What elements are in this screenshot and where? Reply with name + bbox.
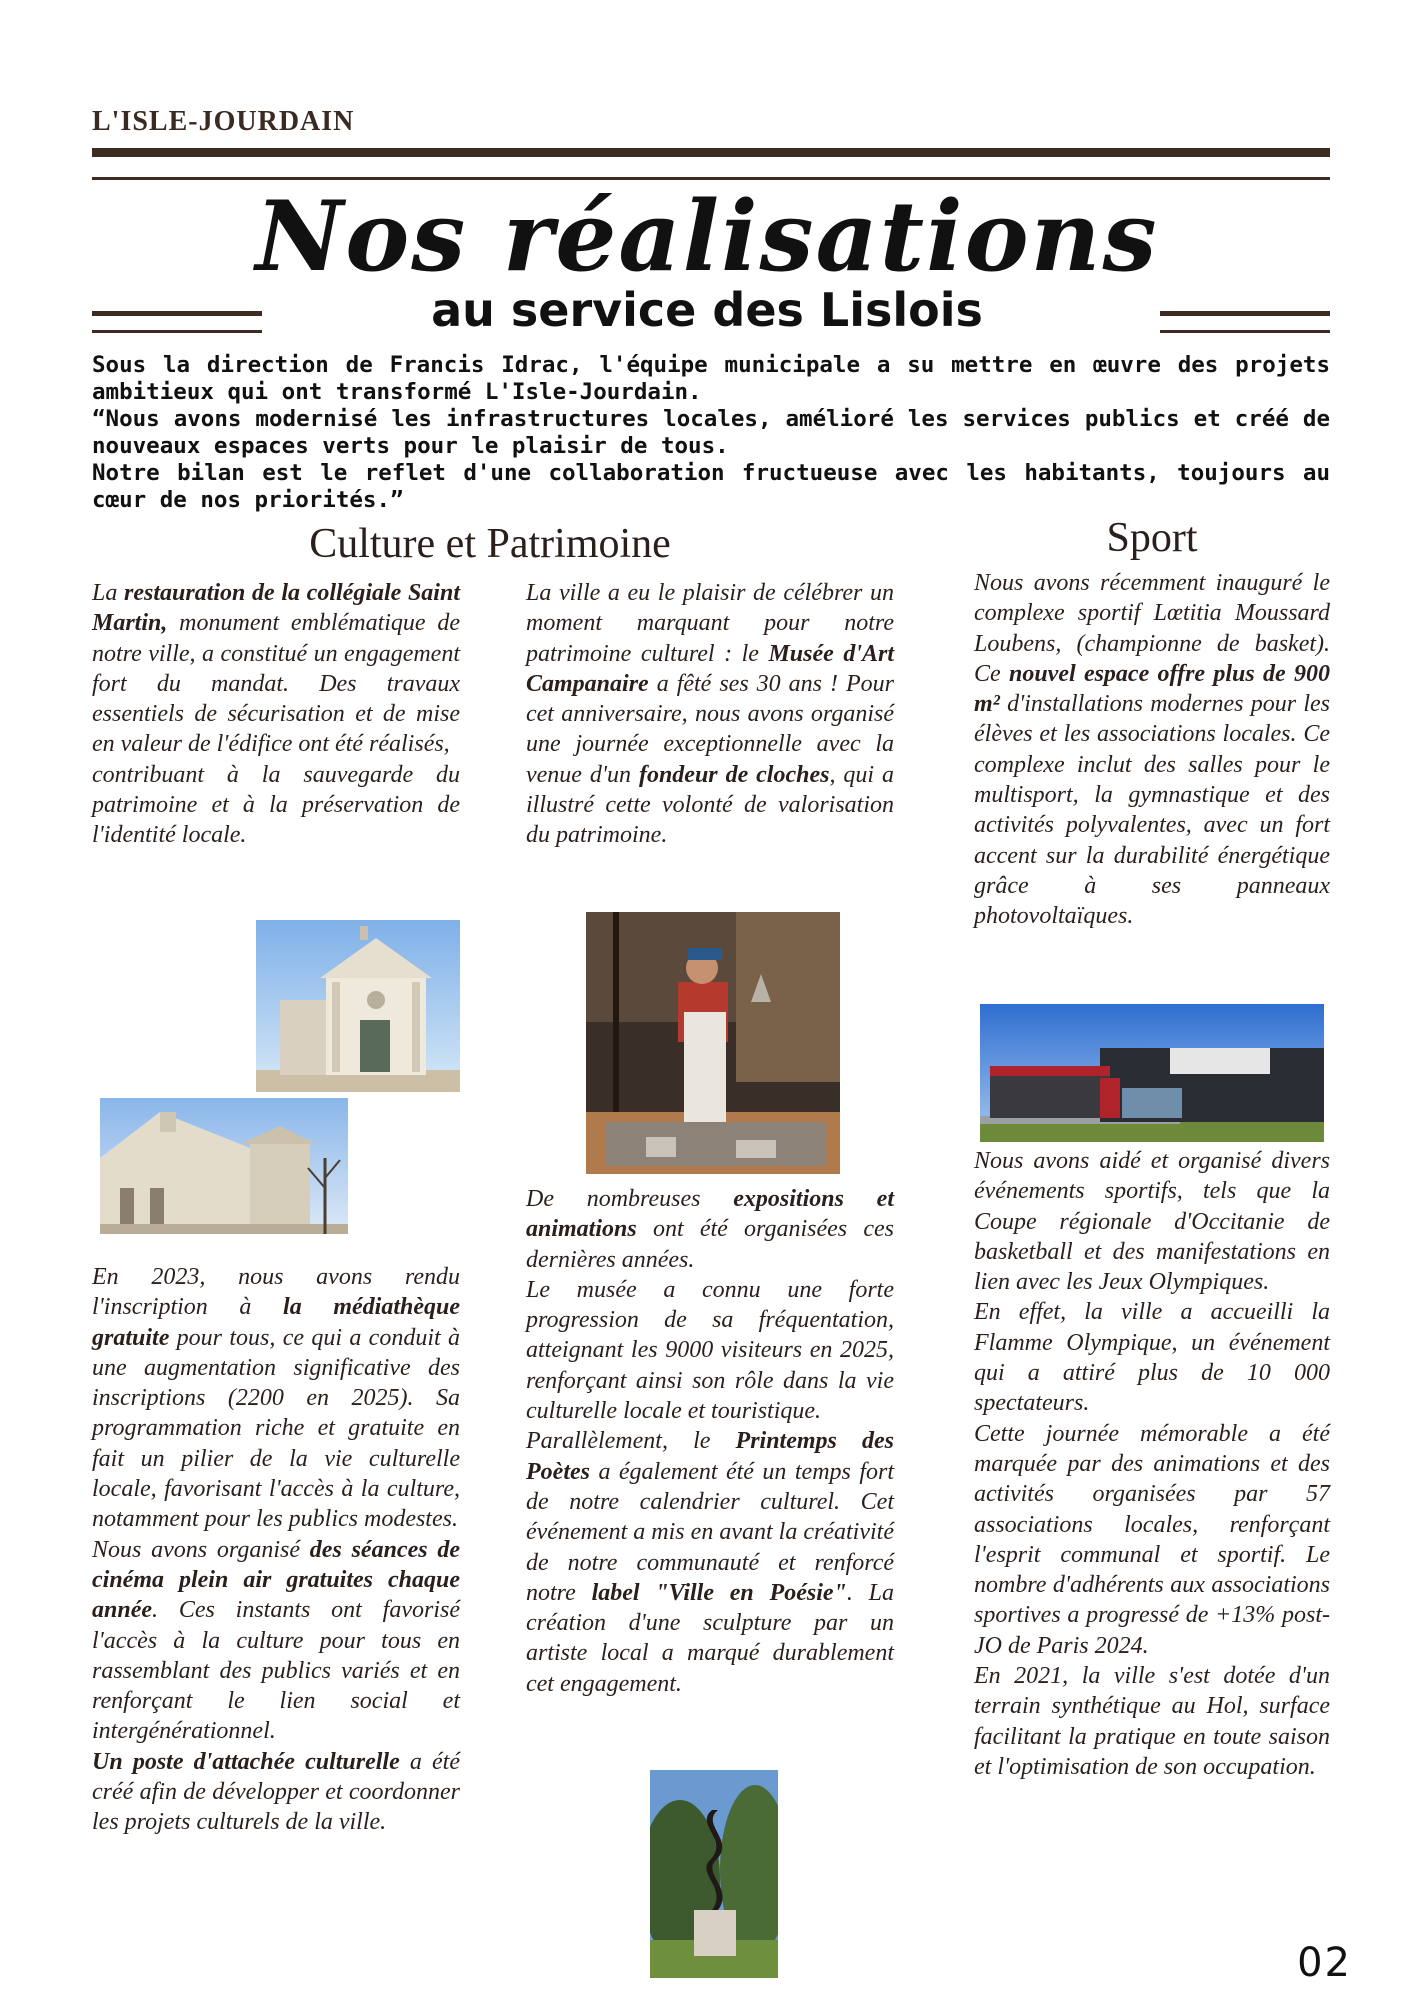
paragraph: contribuant à la sauvegarde du patrimoine et à la préservation de l'identité locale. xyxy=(92,761,460,849)
culture-col2-top xyxy=(526,578,894,851)
paragraph: Le musée a connu une forte progression de sa fréquentation, atteignant les 9000 visiteurs en 2025, renforçant ainsi son rôle dans la vie culturelle locale et touristique. xyxy=(526,1276,894,1425)
paragraph: Cette journée mémorable a été marquée par des animations et des activités organisées par 57 associations locales, renforçant l'esprit communal et sportif. Le nombre d'adhérents aux associations sportives a progressé de +13% post-JO de Paris 2024. xyxy=(974,1420,1330,1659)
paragraph: En 2021, la ville s'est dotée d'un terrain synthétique au Hol, surface facilitant la pratique en toute saison et l'optimisation de son occupation. xyxy=(974,1663,1330,1780)
paragraph: En effet, la ville a accueilli la Flamme Olympique, un événement qui a attiré plus de 10 000 spectateurs. xyxy=(974,1299,1330,1417)
page-title: Nos réalisations xyxy=(255,180,1159,293)
culture-col1-bottom xyxy=(92,1262,460,1838)
city-name: L'ISLE-JOURDAIN xyxy=(92,106,355,137)
sport-col-bottom xyxy=(974,1146,1330,1782)
section-title-sport: Sport xyxy=(1106,515,1198,561)
paragraph: Parallèlement, le Printemps des Poètes a également été un temps fort de notre calendrier culturel. Cet événement a mis en avant la créativité de notre communauté et renforcé notre label "Ville en Poésie". La création d'une sculpture par un artiste local a marqué durablement cet engagement. xyxy=(526,1428,894,1697)
collegiale-facade-photo xyxy=(256,920,460,1092)
header-rule-thick xyxy=(92,148,1330,157)
intro-text xyxy=(92,352,1330,514)
collegiale-side-photo xyxy=(100,1098,348,1234)
paragraph: Nous avons aidé et organisé divers événements sportifs, tels que la Coupe régionale d'Occitanie de basketball et des manifestations en lien avec les Jeux Olympiques. xyxy=(974,1148,1330,1296)
sport-col-top xyxy=(974,568,1330,932)
paragraph: La ville a eu le plaisir de célébrer un moment marquant pour notre patrimoine culturel : le Musée d'Art Campanaire a fêté ses 30 ans ! Pour cet anniversaire, nous avons organisé une journée exceptionnelle avec la venue d'un fondeur de cloches, qui a illustré cette volonté de valorisation du patrimoine. xyxy=(526,580,894,849)
bell-founder-photo xyxy=(586,912,840,1174)
paragraph: La restauration de la collégiale Saint Martin, monument emblématique de notre ville, a constitué un engagement fort du mandat. Des travaux essentiels de sécurisation et de mise en valeur de l'édifice ont été réalisés, xyxy=(92,580,460,758)
section-title-culture: Culture et Patrimoine xyxy=(309,521,671,567)
culture-col1-top xyxy=(92,578,460,851)
paragraph: Nous avons récemment inauguré le complexe sportif Lœtitia Moussard Loubens, (championne de basket). Ce nouvel espace offre plus de 900 m² d'installations modernes pour les élèves et les associations locales. Ce complexe inclut des salles pour le multisport, la gymnastique et des activités polyvalentes, avec un fort accent sur la durabilité énergétique grâce à ses panneaux photovoltaïques. xyxy=(974,570,1330,930)
culture-col2-bottom xyxy=(526,1184,894,1699)
paragraph: En 2023, nous avons rendu l'inscription à la médiathèque gratuite pour tous, ce qui a conduit à une augmentation significative des inscriptions (2200 en 2025). Sa programmation riche et gratuite en fait un pilier de la vie culturelle locale, favorisant l'accès à la culture, notamment pour les publics modestes. xyxy=(92,1264,460,1533)
intro-paragraph: Sous la direction de Francis Idrac, l'équipe municipale a su mettre en œuvre des projets ambitieux qui ont transformé L'Isle-Jourdain. xyxy=(92,352,1330,405)
paragraph: Un poste d'attachée culturelle a été créé afin de développer et coordonner les projets culturels de la ville. xyxy=(92,1748,460,1836)
paragraph: De nombreuses expositions et animations ont été organisées ces dernières années. xyxy=(526,1186,894,1273)
sports-complex-photo xyxy=(980,1004,1324,1142)
page-subtitle: au service des Lislois xyxy=(431,283,983,337)
paragraph: Nous avons organisé des séances de cinéma plein air gratuites chaque année. Ces instants ont favorisé l'accès à la culture pour tous en rassemblant des publics variés et en renforçant le lien social et intergénérationnel. xyxy=(92,1536,460,1745)
intro-paragraph: “Nous avons modernisé les infrastructures locales, amélioré les services publics et créé de nouveaux espaces verts pour le plaisir de tous. xyxy=(92,406,1330,459)
page-number: 02 xyxy=(1297,1940,1352,1986)
sculpture-photo xyxy=(650,1770,778,1978)
intro-paragraph: Notre bilan est le reflet d'une collaboration fructueuse avec les habitants, toujours au cœur de nos priorités.” xyxy=(92,460,1330,513)
